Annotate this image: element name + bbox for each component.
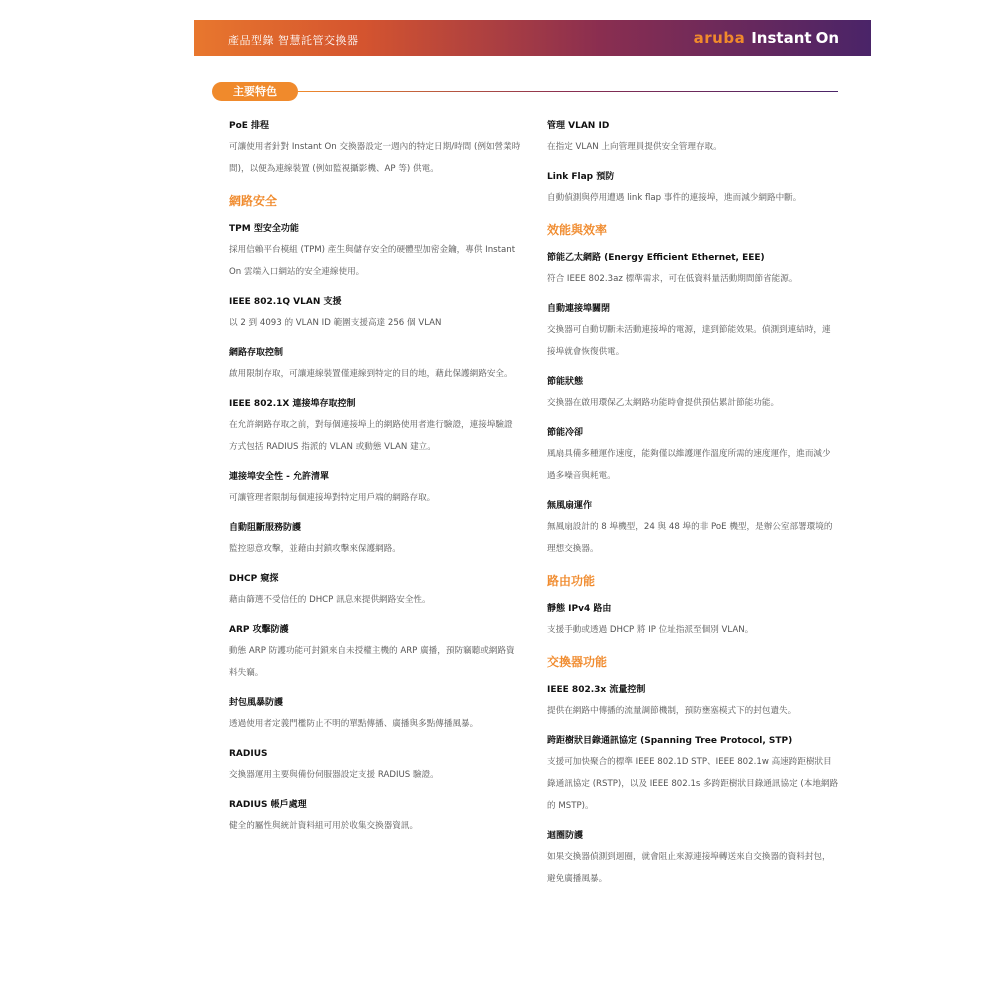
brand-on: On [815, 29, 839, 47]
feature-description: 監控惡意攻擊，並藉由封鎖攻擊來保護網路。 [229, 544, 401, 554]
feature-item [229, 347, 521, 385]
efficiency-heading: 效能與效率 [547, 223, 608, 237]
security-list [229, 223, 521, 837]
brand-aruba: aruba [693, 29, 746, 47]
feature-title: RADIUS 帳戶處理 [229, 800, 307, 810]
feature-item [547, 830, 839, 890]
feature-description: 交換器在啟用環保乙太網路功能時會提供預估累計節能功能。 [547, 398, 780, 408]
feature-item [547, 120, 839, 158]
feature-title: 連接埠安全性 - 允許清單 [229, 472, 330, 482]
feature-title: 無風扇運作 [547, 501, 593, 511]
feature-description: 在允許網路存取之前，對每個連接埠上的網路使用者進行驗證，連接埠驗證方式包括 RADIUS 指派的 VLAN 或動態 VLAN 建立。 [229, 420, 513, 452]
feature-item [547, 500, 839, 560]
brand-logo [694, 29, 839, 47]
feature-description: 支援可加快聚合的標準 IEEE 802.1D STP、IEEE 802.1w 高速跨距樹狀目錄通訊協定 (RSTP)，以及 IEEE 802.1s 多跨距樹狀目錄通訊協定 (本地網路的 MSTP)。 [547, 757, 839, 811]
feature-title: 管理 VLAN ID [547, 121, 610, 131]
page-header [194, 20, 871, 56]
feature-item [229, 748, 521, 786]
switch-list [547, 684, 839, 890]
feature-description: 交換器可自動切斷未活動連接埠的電源，達到節能效果。偵測到連結時，連接埠就會恢復供電。 [547, 325, 831, 357]
efficiency-list [547, 252, 839, 560]
feature-item [547, 376, 839, 414]
feature-description: 符合 IEEE 802.3az 標準需求，可在低資料量活動期間節省能源。 [547, 274, 798, 284]
feature-description: 採用信賴平台模組 (TPM) 產生與儲存安全的硬體型加密金鑰，專供 Instant On 雲端入口網站的安全連線使用。 [229, 245, 516, 277]
feature-item [229, 223, 521, 283]
feature-item [547, 427, 839, 487]
feature-title: 節能狀態 [547, 377, 584, 387]
feature-description: 支援手動或透過 DHCP 將 IP 位址指派至個別 VLAN。 [547, 625, 754, 635]
feature-item [547, 603, 839, 641]
right-column [547, 120, 839, 903]
feature-description: 藉由篩選不受信任的 DHCP 訊息來提供網路安全性。 [229, 595, 431, 605]
feature-item [229, 471, 521, 509]
feature-description: 透過使用者定義門檻防止不明的單點傳播、廣播與多點傳播風暴。 [229, 719, 479, 729]
feature-description: 無風扇設計的 8 埠機型，24 與 48 埠的非 PoE 機型，是辦公室部署環境的理想交換器。 [547, 522, 833, 554]
feature-title: RADIUS [229, 749, 268, 759]
catalog-title: 產品型錄 智慧託管交換器 [228, 34, 359, 47]
feature-title: 靜態 IPv4 路由 [547, 604, 612, 614]
management-list [547, 120, 839, 209]
feature-item [229, 799, 521, 837]
feature-description: 動態 ARP 防護功能可封鎖來自未授權主機的 ARP 廣播，預防竊聽或網路資料失竊。 [229, 646, 515, 678]
feature-title: DHCP 窺探 [229, 574, 279, 584]
feature-item [229, 398, 521, 458]
feature-description: 可讓管理者限制每個連接埠對特定用戶端的網路存取。 [229, 493, 436, 503]
feature-item [229, 697, 521, 735]
feature-description: 可讓使用者針對 Instant On 交換器設定一週內的特定日期/時間 (例如營業時間)，以便為連線裝置 (例如監視攝影機、AP 等) 供電。 [229, 142, 521, 174]
feature-title: IEEE 802.1Q VLAN 支援 [229, 297, 342, 307]
routing-list [547, 603, 839, 641]
feature-description: 風扇具備多種運作速度，能夠僅以維護運作溫度所需的速度運作，進而減少過多噪音與耗電。 [547, 449, 831, 481]
feature-item [547, 171, 839, 209]
section-divider [298, 91, 838, 92]
feature-title: 自動連接埠關閉 [547, 304, 611, 314]
feature-description: 提供在網路中傳播的流量調節機制，預防壅塞模式下的封包遺失。 [547, 706, 797, 716]
feature-item [229, 522, 521, 560]
feature-item [229, 573, 521, 611]
feature-title: 節能乙太網路 (Energy Efficient Ethernet, EEE) [547, 253, 765, 263]
left-column [229, 120, 521, 850]
feature-title: 迴圈防護 [547, 831, 584, 841]
security-heading: 網路安全 [229, 194, 278, 208]
feature-item [547, 252, 839, 290]
feature-item [547, 303, 839, 363]
feature-item [547, 684, 839, 722]
brand-instant: Instant [751, 29, 812, 47]
switch-heading: 交換器功能 [547, 655, 608, 669]
feature-description: 啟用限制存取，可讓連線裝置僅連線到特定的目的地，藉此保護網路安全。 [229, 369, 513, 379]
feature-title: 跨距樹狀目錄通訊協定 (Spanning Tree Protocol, STP) [547, 736, 793, 746]
feature-title: 節能冷卻 [547, 428, 584, 438]
feature-item [229, 624, 521, 684]
feature-description: 如果交換器偵測到迴圈，就會阻止來源連接埠轉送來自交換器的資料封包，避免廣播風暴。 [547, 852, 831, 884]
feature-description: 自動偵測與停用遭遇 link flap 事件的連接埠，進而減少網路中斷。 [547, 193, 802, 203]
feature-title: 自動阻斷服務防護 [229, 523, 302, 533]
feature-item [229, 120, 521, 180]
feature-title: Link Flap 預防 [547, 172, 615, 182]
feature-description: 交換器運用主要與備份伺服器設定支援 RADIUS 驗證。 [229, 770, 439, 780]
feature-title: IEEE 802.3x 流量控制 [547, 685, 646, 695]
feature-title: PoE 排程 [229, 121, 270, 131]
feature-item [229, 296, 521, 334]
feature-description: 以 2 到 4093 的 VLAN ID 範圍支援高達 256 個 VLAN [229, 318, 442, 328]
routing-heading: 路由功能 [547, 574, 596, 588]
feature-title: ARP 攻擊防護 [229, 625, 289, 635]
feature-description: 健全的屬性與統計資料組可用於收集交換器資訊。 [229, 821, 419, 831]
feature-description: 在指定 VLAN 上向管理員提供安全管理存取。 [547, 142, 722, 152]
feature-title: 網路存取控制 [229, 348, 284, 358]
feature-title: 封包風暴防護 [229, 698, 284, 708]
section-label: 主要特色 [212, 82, 298, 101]
feature-title: IEEE 802.1X 連接埠存取控制 [229, 399, 356, 409]
feature-title: TPM 型安全功能 [229, 224, 299, 234]
feature-item [547, 735, 839, 817]
